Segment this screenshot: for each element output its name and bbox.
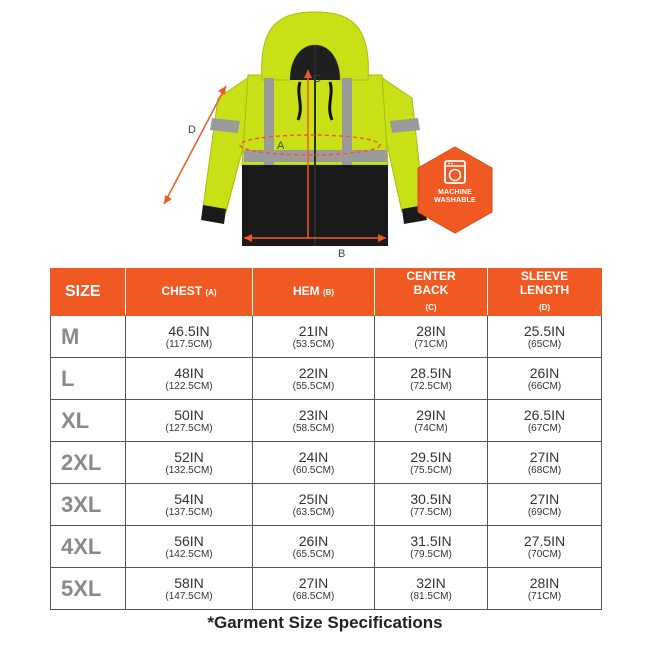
size-cell: 3XL — [51, 484, 126, 526]
table-row — [51, 358, 602, 400]
machine-washable-badge — [416, 145, 494, 235]
sleeve-cell: 25.5IN (65CM) — [488, 316, 602, 358]
sleeve-cell: 26IN (66CM) — [488, 358, 602, 400]
badge-line1: MACHINE — [437, 189, 473, 196]
table-header-row — [51, 269, 602, 316]
table-row — [51, 400, 602, 442]
back-cell: 28.5IN (72.5CM) — [375, 358, 488, 400]
size-chart-table — [50, 268, 602, 610]
label-a: A — [277, 140, 285, 152]
table-row — [51, 442, 602, 484]
back-cell: 32IN (81.5CM) — [375, 568, 488, 610]
sleeve-cell: 27.5IN (70CM) — [488, 526, 602, 568]
hem-cell: 21IN (53.5CM) — [253, 316, 375, 358]
sleeve-cell: 28IN (71CM) — [488, 568, 602, 610]
sleeve-cell: 27IN (68CM) — [488, 442, 602, 484]
size-cell: L — [51, 358, 126, 400]
chest-cell: 48IN (122.5CM) — [126, 358, 253, 400]
chest-cell: 50IN (127.5CM) — [126, 400, 253, 442]
sleeve-cell: 26.5IN (67CM) — [488, 400, 602, 442]
size-cell: 4XL — [51, 526, 126, 568]
size-cell: 2XL — [51, 442, 126, 484]
table-row — [51, 484, 602, 526]
sleeve-cell: 27IN (69CM) — [488, 484, 602, 526]
back-cell: 31.5IN (79.5CM) — [375, 526, 488, 568]
hem-cell: 25IN (63.5CM) — [253, 484, 375, 526]
hem-cell: 22IN (55.5CM) — [253, 358, 375, 400]
size-cell: 5XL — [51, 568, 126, 610]
back-cell: 28IN (71CM) — [375, 316, 488, 358]
label-d: D — [188, 124, 196, 136]
table-row — [51, 526, 602, 568]
badge-line2: WASHABLE — [434, 197, 476, 204]
header-hem: HEM (B) — [253, 269, 375, 316]
table-row — [51, 568, 602, 610]
chest-cell: 58IN (147.5CM) — [126, 568, 253, 610]
hem-cell: 24IN (60.5CM) — [253, 442, 375, 484]
chest-cell: 56IN (142.5CM) — [126, 526, 253, 568]
label-b: B — [338, 248, 346, 260]
chest-cell: 46.5IN (117.5CM) — [126, 316, 253, 358]
header-chest: CHEST (A) — [126, 269, 253, 316]
chest-cell: 54IN (137.5CM) — [126, 484, 253, 526]
hem-cell: 23IN (58.5CM) — [253, 400, 375, 442]
hem-cell: 26IN (65.5CM) — [253, 526, 375, 568]
size-cell: M — [51, 316, 126, 358]
header-size: SIZE — [51, 269, 126, 316]
back-cell: 30.5IN (77.5CM) — [375, 484, 488, 526]
hoodie-drawing — [0, 0, 650, 268]
header-sleeve-length: SLEEVE LENGTH (D) — [488, 269, 602, 316]
back-cell: 29.5IN (75.5CM) — [375, 442, 488, 484]
header-center-back: CENTER BACK (C) — [375, 269, 488, 316]
size-cell: XL — [51, 400, 126, 442]
garment-illustration — [0, 0, 650, 268]
label-c: C — [313, 73, 321, 85]
caption: *Garment Size Specifications — [207, 613, 443, 632]
back-cell: 29IN (74CM) — [375, 400, 488, 442]
table-row — [51, 316, 602, 358]
hem-cell: 27IN (68.5CM) — [253, 568, 375, 610]
chest-cell: 52IN (132.5CM) — [126, 442, 253, 484]
